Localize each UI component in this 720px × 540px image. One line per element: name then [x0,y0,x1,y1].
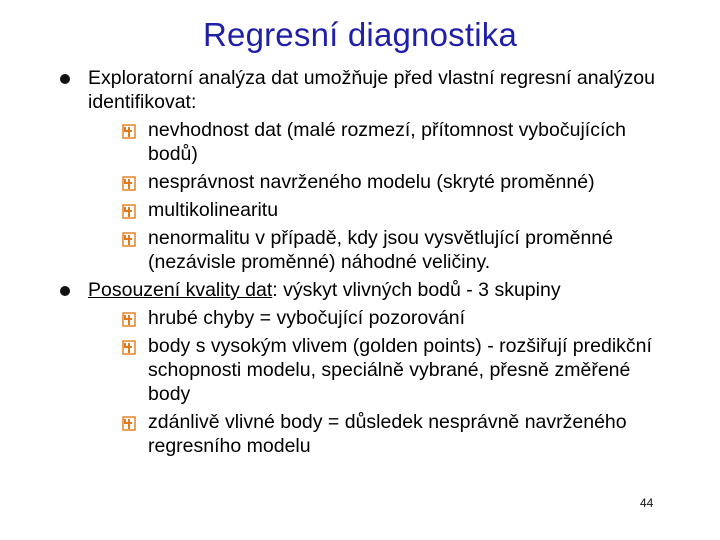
sub-bullet-text: body s vysokým vlivem (golden points) - rozšiřují predikční schopnosti modelu, speciálně vybrané, přesně změřené body [148,335,652,405]
page-number: 44 [640,496,654,510]
bullet-text [88,278,678,302]
checkbox-4-icon [122,231,136,247]
sub-bullet-item [88,118,678,166]
bullet-text: Exploratorní analýza dat umožňuje před vlastní regresní analýzou identifikovat: [88,67,655,113]
bullet-text-rest: : výskyt vlivných bodů - 3 skupiny [272,279,561,301]
slide-title: Regresní diagnostika [202,16,518,53]
checkbox-4-icon [122,175,136,191]
sub-bullet-text: nevhodnost dat (malé rozmezí, přítomnost vybočujících bodů) [148,119,626,165]
checkbox-4-icon [122,339,136,355]
sub-bullet-item [88,334,678,406]
checkbox-4-icon [122,123,136,139]
sub-bullet-item [88,306,678,330]
sub-bullet-item [88,226,678,274]
sub-bullet-text: nesprávnost navrženého modelu (skryté proměnné) [148,171,595,193]
sub-bullet-list [88,118,678,274]
sub-bullet-list [88,306,678,458]
bullet-item [58,66,678,274]
bullet-item [58,278,678,458]
sub-bullet-text: nenormalitu v případě, kdy jsou vysvětlující proměnné (nezávisle proměnné) náhodné veličiny. [148,227,613,273]
checkbox-4-icon [122,203,136,219]
checkbox-4-icon [122,415,136,431]
sub-bullet-item [88,198,678,222]
checkbox-4-icon [122,311,136,327]
bullet-dot-icon [60,286,70,296]
bullet-dot-icon [60,74,70,84]
sub-bullet-item [88,410,678,458]
sub-bullet-item [88,170,678,194]
underlined-term: Posouzení kvality dat [88,279,273,301]
sub-bullet-text: multikolinearitu [148,199,279,221]
sub-bullet-text: hrubé chyby = vybočující pozorování [148,307,466,329]
sub-bullet-text: zdánlivě vlivné body = důsledek nesprávně navrženého regresního modelu [148,411,627,457]
bullet-list [58,66,678,462]
